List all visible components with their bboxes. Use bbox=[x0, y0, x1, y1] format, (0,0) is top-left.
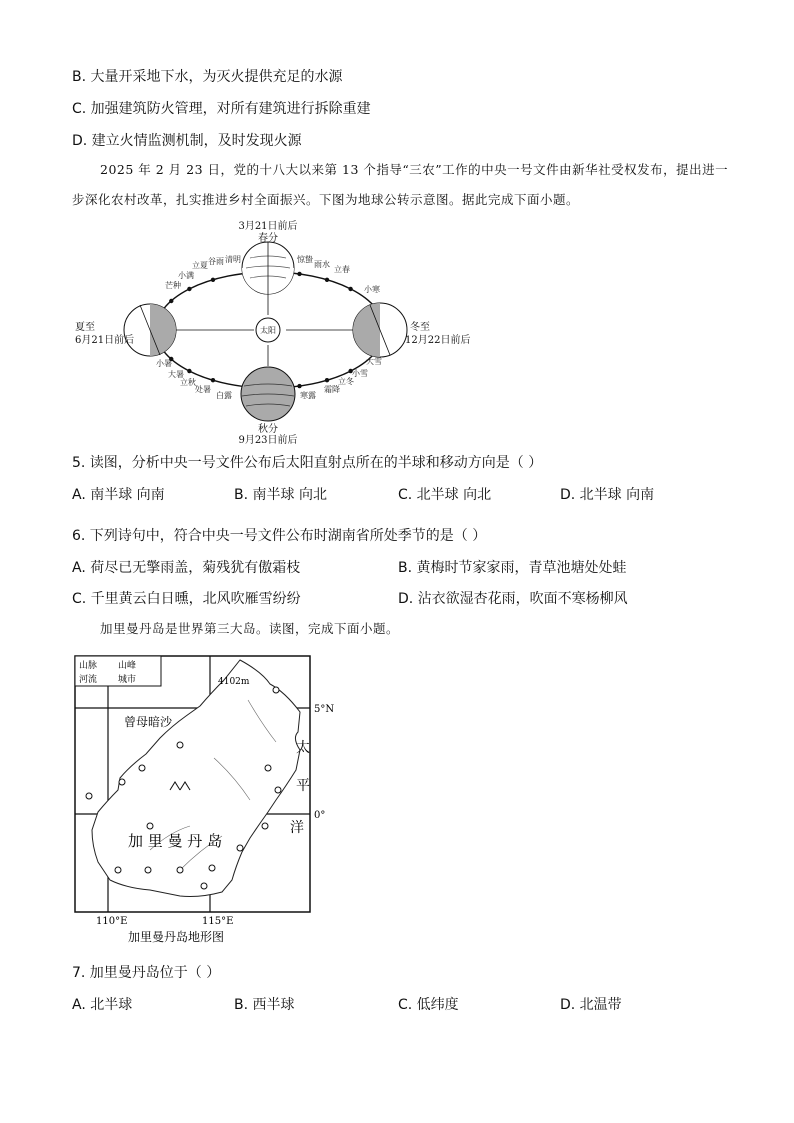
term-shuangjiang: 霜降 bbox=[324, 385, 340, 394]
term-bailu: 白露 bbox=[216, 391, 232, 400]
lat-5n: 5°N bbox=[314, 704, 335, 715]
term-hanlu: 寒露 bbox=[300, 391, 316, 400]
lat-0: 0° bbox=[314, 810, 326, 821]
city-icon bbox=[147, 823, 153, 829]
label-island: 加 里 曼 丹 岛 bbox=[128, 832, 223, 850]
term-mangzhong: 芒种 bbox=[165, 281, 181, 290]
q6-option-c[interactable]: C. 千里黄云白日曛，北风吹雁雪纷纷 bbox=[72, 591, 301, 607]
winter-label: 冬至 bbox=[410, 322, 430, 333]
passage-1: 2025 年 2 月 23 日，党的十八大以来第 13 个指导“三农”工作的中央一号文件由新华社受权发布，提出进一步深化农村改革，扎实推进乡村全面振兴。下图为地球公转示意图。据此完成下面小题。 bbox=[72, 162, 729, 207]
city-icon bbox=[273, 687, 279, 693]
city-icon bbox=[145, 867, 151, 873]
earth-summer bbox=[124, 304, 176, 356]
q6-stem: 6. 下列诗句中，符合中央一号文件公布时湖南省所处季节的是（ ） bbox=[72, 528, 487, 544]
q7-option-c[interactable]: C. 低纬度 bbox=[398, 997, 459, 1013]
orbit-dot bbox=[187, 287, 191, 291]
orbit-dot bbox=[187, 369, 191, 373]
city-icon bbox=[119, 779, 125, 785]
option-c-prev: C. 加强建筑防火管理，对所有建筑进行拆除重建 bbox=[72, 101, 371, 117]
term-dashu: 大暑 bbox=[168, 370, 184, 379]
q7-stem: 7. 加里曼丹岛位于（ ） bbox=[72, 965, 221, 981]
spring-label: 春分 bbox=[258, 233, 278, 244]
term-xiaohan: 小寒 bbox=[364, 285, 380, 294]
orbit-diagram bbox=[60, 215, 480, 445]
city-icon bbox=[265, 765, 271, 771]
passage-2: 加里曼丹岛是世界第三大岛。读图，完成下面小题。 bbox=[100, 621, 400, 636]
q7-option-a[interactable]: A. 北半球 bbox=[72, 997, 133, 1013]
label-ocean-1: 太 bbox=[296, 740, 310, 756]
borneo-map bbox=[70, 650, 340, 945]
term-lidong: 立冬 bbox=[338, 377, 354, 386]
legend-city: 城市 bbox=[118, 675, 137, 685]
term-xiaoxue: 小雪 bbox=[352, 369, 368, 378]
sun-label: 太阳 bbox=[260, 326, 276, 335]
orbit-dot bbox=[169, 299, 173, 303]
q6-option-b[interactable]: B. 黄梅时节家家雨，青草池塘处处蛙 bbox=[398, 560, 627, 576]
legend-peak: 山峰 bbox=[118, 661, 137, 671]
city-icon bbox=[177, 867, 183, 873]
map-caption: 加里曼丹岛地形图 bbox=[128, 930, 225, 944]
q5-stem: 5. 读图，分析中央一号文件公布后太阳直射点所在的半球和移动方向是（ ） bbox=[72, 455, 543, 471]
city-icon bbox=[177, 742, 183, 748]
q5-option-d[interactable]: D. 北半球 向南 bbox=[560, 487, 655, 503]
city-icon bbox=[139, 765, 145, 771]
term-yushui: 雨水 bbox=[314, 260, 330, 269]
term-xiaoman: 小满 bbox=[178, 271, 194, 280]
lon-110: 110°E bbox=[96, 916, 128, 927]
orbit-dot bbox=[325, 378, 329, 382]
option-b-prev: B. 大量开采地下水，为灭火提供充足的水源 bbox=[72, 69, 343, 85]
legend-river: 河流 bbox=[79, 675, 98, 685]
q5-option-a[interactable]: A. 南半球 向南 bbox=[72, 487, 165, 503]
city-icon bbox=[209, 865, 215, 871]
term-qingming: 清明 bbox=[225, 255, 241, 264]
autumn-date: 9月23日前后 bbox=[238, 435, 298, 445]
earth-spring bbox=[242, 242, 294, 294]
earth-winter bbox=[353, 303, 407, 357]
peak-elevation: 4102m bbox=[218, 677, 250, 687]
city-icon bbox=[86, 793, 92, 799]
orbit-dot bbox=[325, 278, 329, 282]
winter-date: 12月22日前后 bbox=[405, 335, 471, 346]
term-lixia: 立夏 bbox=[192, 261, 208, 270]
q7-option-d[interactable]: D. 北温带 bbox=[560, 997, 622, 1013]
spring-date: 3月21日前后 bbox=[238, 221, 298, 232]
term-guyu: 谷雨 bbox=[208, 257, 224, 266]
summer-date: 6月21日前后 bbox=[75, 335, 135, 346]
lon-115: 115°E bbox=[202, 916, 234, 927]
term-lichun: 立春 bbox=[334, 265, 350, 274]
q6-option-d[interactable]: D. 沾衣欲湿杏花雨，吹面不寒杨柳风 bbox=[398, 591, 628, 607]
orbit-dot bbox=[211, 278, 215, 282]
orbit-dot bbox=[348, 287, 352, 291]
q5-option-c[interactable]: C. 北半球 向北 bbox=[398, 487, 492, 503]
term-jingzhe: 惊蛰 bbox=[297, 255, 313, 264]
legend-mountain: 山脉 bbox=[79, 661, 98, 671]
summer-label: 夏至 bbox=[75, 322, 95, 333]
q5-option-b[interactable]: B. 南半球 向北 bbox=[234, 487, 327, 503]
autumn-label: 秋分 bbox=[258, 424, 278, 435]
orbit-dot bbox=[211, 378, 215, 382]
term-liqiu: 立秋 bbox=[180, 378, 196, 387]
term-chushu: 处暑 bbox=[195, 385, 211, 394]
option-d-prev: D. 建立火情监测机制，及时发现火源 bbox=[72, 133, 302, 149]
q7-option-b[interactable]: B. 西半球 bbox=[234, 997, 295, 1013]
city-icon bbox=[275, 787, 281, 793]
orbit-dot bbox=[297, 384, 301, 388]
city-icon bbox=[262, 823, 268, 829]
city-icon bbox=[237, 845, 243, 851]
label-ocean-2: 平 bbox=[296, 778, 310, 794]
term-xiaoshu: 小暑 bbox=[156, 359, 172, 368]
earth-autumn bbox=[241, 367, 295, 421]
city-icon bbox=[115, 867, 121, 873]
city-icon bbox=[201, 883, 207, 889]
q6-option-a[interactable]: A. 荷尽已无擎雨盖，菊残犹有傲霜枝 bbox=[72, 560, 301, 576]
orbit-dot bbox=[297, 272, 301, 276]
term-daxue: 大雪 bbox=[366, 357, 382, 366]
label-ocean-3: 洋 bbox=[290, 820, 304, 836]
label-zengmu: 曾母暗沙 bbox=[124, 715, 173, 729]
